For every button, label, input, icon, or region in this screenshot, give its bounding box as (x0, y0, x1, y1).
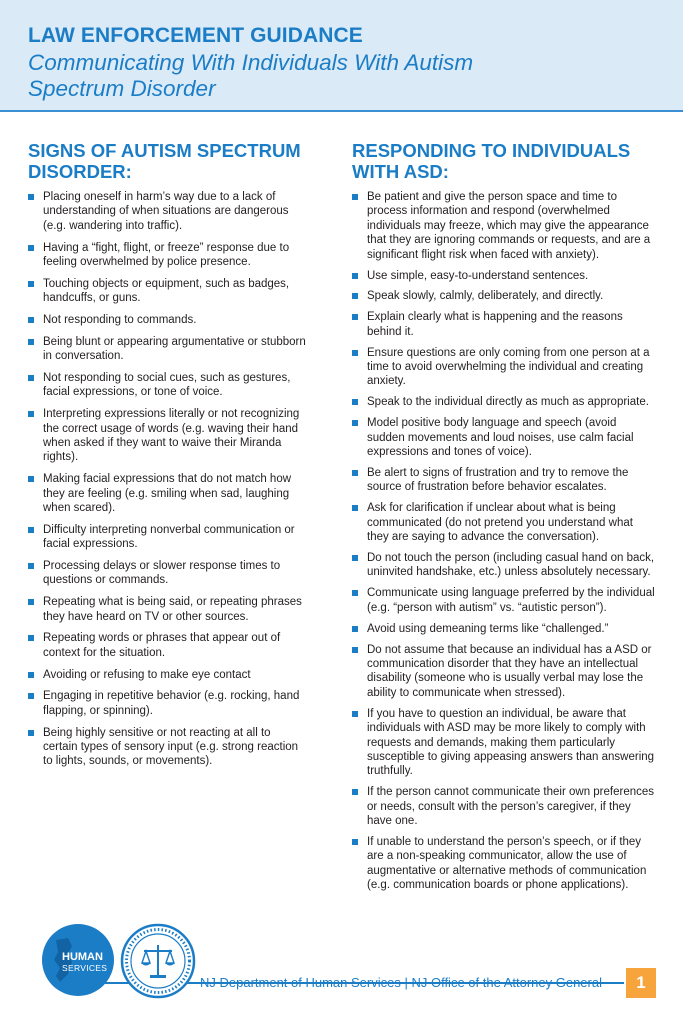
list-item-text: Ensure questions are only coming from one person at a time to avoid overwhelming the individual and creating anxiety. (367, 346, 650, 388)
list-item-text: Be alert to signs of frustration and try to remove the source of frustration before behavior escalates. (367, 467, 629, 494)
list-item (28, 595, 308, 624)
bullet-square-icon (28, 563, 34, 569)
bullet-square-icon (28, 245, 34, 251)
list-item-text: Having a “fight, flight, or freeze” response due to feeling overwhelmed by police presence. (43, 241, 290, 269)
list-item-text: Speak to the individual directly as much as appropriate. (367, 396, 649, 409)
list-item-text: Being blunt or appearing argumentative or stubborn in conversation. (43, 335, 306, 363)
human-services-logo (42, 924, 114, 996)
list-item-text: Repeating words or phrases that appear out of context for the situation. (43, 632, 281, 659)
list-item-text: Engaging in repetitive behavior (e.g. rocking, hand flapping, or spinning). (43, 690, 300, 717)
bullet-square-icon (352, 314, 358, 320)
list-item (352, 643, 657, 701)
bullet-square-icon (352, 647, 358, 653)
bullet-square-icon (28, 317, 34, 323)
list-item-text: Placing oneself in harm’s way due to a lack of understanding of when situations are dangerous (e.g. wandering into traffic). (43, 191, 289, 232)
list-item-text: Being highly sensitive or not reacting at all to certain types of sensory input (e.g. strong reaction to lights, sounds, or movements). (43, 726, 299, 768)
list-item (352, 551, 657, 580)
bullet-square-icon (28, 194, 34, 200)
responding-list (352, 190, 657, 893)
list-item (28, 689, 308, 718)
list-item-text: Not responding to social cues, such as gestures, facial expressions, or tone of voice. (43, 372, 291, 399)
bullet-square-icon (28, 730, 34, 736)
list-item (352, 190, 657, 262)
list-item (28, 668, 308, 682)
list-item (352, 835, 657, 893)
list-item-text: Do not assume that because an individual has a ASD or communication disorder that they have an intellectual disability (someone who is usually verbal may lose the ability to communicate when stressed). (367, 643, 652, 699)
list-item-text: If you have to question an individual, be aware that individuals with ASD may be more likely to comply with requests and demands, making them particularly susceptible to giving appeasing answers than answering truthfully. (367, 707, 655, 778)
bullet-square-icon (352, 293, 358, 299)
list-item (28, 277, 308, 306)
list-item-text: If the person cannot communicate their own preferences or needs, consult with the person’s caregiver, if they have one. (367, 786, 655, 828)
list-item (352, 466, 657, 495)
bullet-square-icon (352, 505, 358, 511)
list-item (28, 241, 308, 270)
bullet-square-icon (352, 626, 358, 632)
list-item (28, 726, 308, 769)
bullet-square-icon (352, 194, 358, 200)
list-item-text: Not responding to commands. (43, 314, 197, 327)
list-item (352, 501, 657, 544)
document-subtitle: Communicating With Individuals With Autism Spectrum Disorder (28, 50, 474, 101)
list-item-text: If unable to understand the person’s speech, or if they are a non-speaking communicator, allow the use of augmentative or alternative methods of communication (e.g. communication boards or phone applications). (367, 835, 647, 892)
list-item-text: Do not touch the person (including casual hand on back, uninvited handshake, etc.) unless absolutely necessary. (367, 552, 655, 579)
list-item (352, 269, 657, 283)
bullet-square-icon (352, 420, 358, 426)
list-item (352, 622, 657, 636)
bullet-square-icon (352, 590, 358, 596)
list-item-text: Ask for clarification if unclear about what is being communicated (do not pretend you understand what they are saying to advance the conversation). (367, 502, 633, 544)
list-item (352, 586, 657, 615)
list-item-text: Speak slowly, calmly, deliberately, and directly. (367, 290, 604, 303)
responding-column (352, 140, 657, 899)
list-item (28, 523, 308, 552)
bullet-square-icon (28, 599, 34, 605)
list-item (28, 407, 308, 465)
bullet-square-icon (352, 711, 358, 717)
list-item-text: Processing delays or slower response times to questions or commands. (43, 560, 281, 587)
list-item (352, 289, 657, 303)
list-item-text: Explain clearly what is happening and the reasons behind it. (367, 311, 623, 338)
list-item (352, 416, 657, 459)
list-item (352, 310, 657, 339)
bullet-square-icon (352, 350, 358, 356)
bullet-square-icon (352, 839, 358, 845)
page-number-badge: 1 (626, 968, 656, 998)
list-item-text: Touching objects or equipment, such as badges, handcuffs, or guns. (43, 277, 290, 305)
bullet-square-icon (352, 399, 358, 405)
signs-list (28, 190, 308, 769)
list-item-text: Making facial expressions that do not match how they are feeling (e.g. smiling when sad, laughing when scared). (43, 473, 292, 515)
list-item-text: Communicate using language preferred by the individual (e.g. “person with autism” vs. “autistic person”). (367, 587, 655, 614)
bullet-square-icon (352, 273, 358, 279)
signs-heading: SIGNS OF AUTISM SPECTRUM DISORDER: (28, 140, 301, 182)
bullet-square-icon (28, 672, 34, 678)
bullet-square-icon (28, 635, 34, 641)
list-item (28, 371, 308, 400)
list-item (28, 631, 308, 660)
bullet-square-icon (352, 555, 358, 561)
list-item-text: Avoid using demeaning terms like “challenged.” (367, 622, 609, 635)
responding-heading: RESPONDING TO INDIVIDUALS WITH ASD: (352, 140, 631, 182)
bullet-square-icon (28, 476, 34, 482)
signs-column (28, 140, 308, 776)
list-item (28, 559, 308, 588)
list-item (28, 472, 308, 515)
bullet-square-icon (28, 339, 34, 345)
list-item-text: Use simple, easy-to-understand sentences. (367, 269, 589, 282)
bullet-square-icon (28, 411, 34, 417)
list-item (352, 785, 657, 828)
list-item (28, 190, 308, 233)
bullet-square-icon (28, 375, 34, 381)
list-item-text: Avoiding or refusing to make eye contact (43, 668, 251, 681)
list-item (352, 707, 657, 779)
list-item-text: Be patient and give the person space and time to process information and respond (overwhelmed individuals may freeze, which may give the appearance that they are ignoring commands or requests, and are a significant flight risk when faced with anxiety). (367, 191, 651, 261)
list-item-text: Difficulty interpreting nonverbal communication or facial expressions. (43, 523, 295, 551)
bullet-square-icon (28, 527, 34, 533)
list-item (352, 395, 657, 409)
list-item (352, 346, 657, 389)
bullet-square-icon (28, 281, 34, 287)
bullet-square-icon (352, 789, 358, 795)
logo-human-text: HUMAN (62, 951, 103, 963)
list-item-text: Repeating what is being said, or repeating phrases they have heard on TV or other sources. (43, 596, 302, 623)
bullet-square-icon (352, 470, 358, 476)
list-item-text: Interpreting expressions literally or not recognizing the correct usage of words (e.g. waving their hand when asked if they want to waive their Miranda rights). (43, 408, 300, 464)
document-title: LAW ENFORCEMENT GUIDANCE (28, 24, 363, 47)
attorney-general-seal-icon (120, 923, 196, 999)
list-item (28, 335, 308, 364)
bullet-square-icon (28, 693, 34, 699)
footer-organizations: NJ Department of Human Services | NJ Office of the Attorney General (200, 975, 602, 990)
header-divider (0, 110, 683, 112)
list-item (28, 313, 308, 327)
list-item-text: Model positive body language and speech (avoid sudden movements and loud noises, use calm facial expressions and tones of voice). (367, 417, 634, 459)
logo-services-text: SERVICES (62, 963, 108, 973)
